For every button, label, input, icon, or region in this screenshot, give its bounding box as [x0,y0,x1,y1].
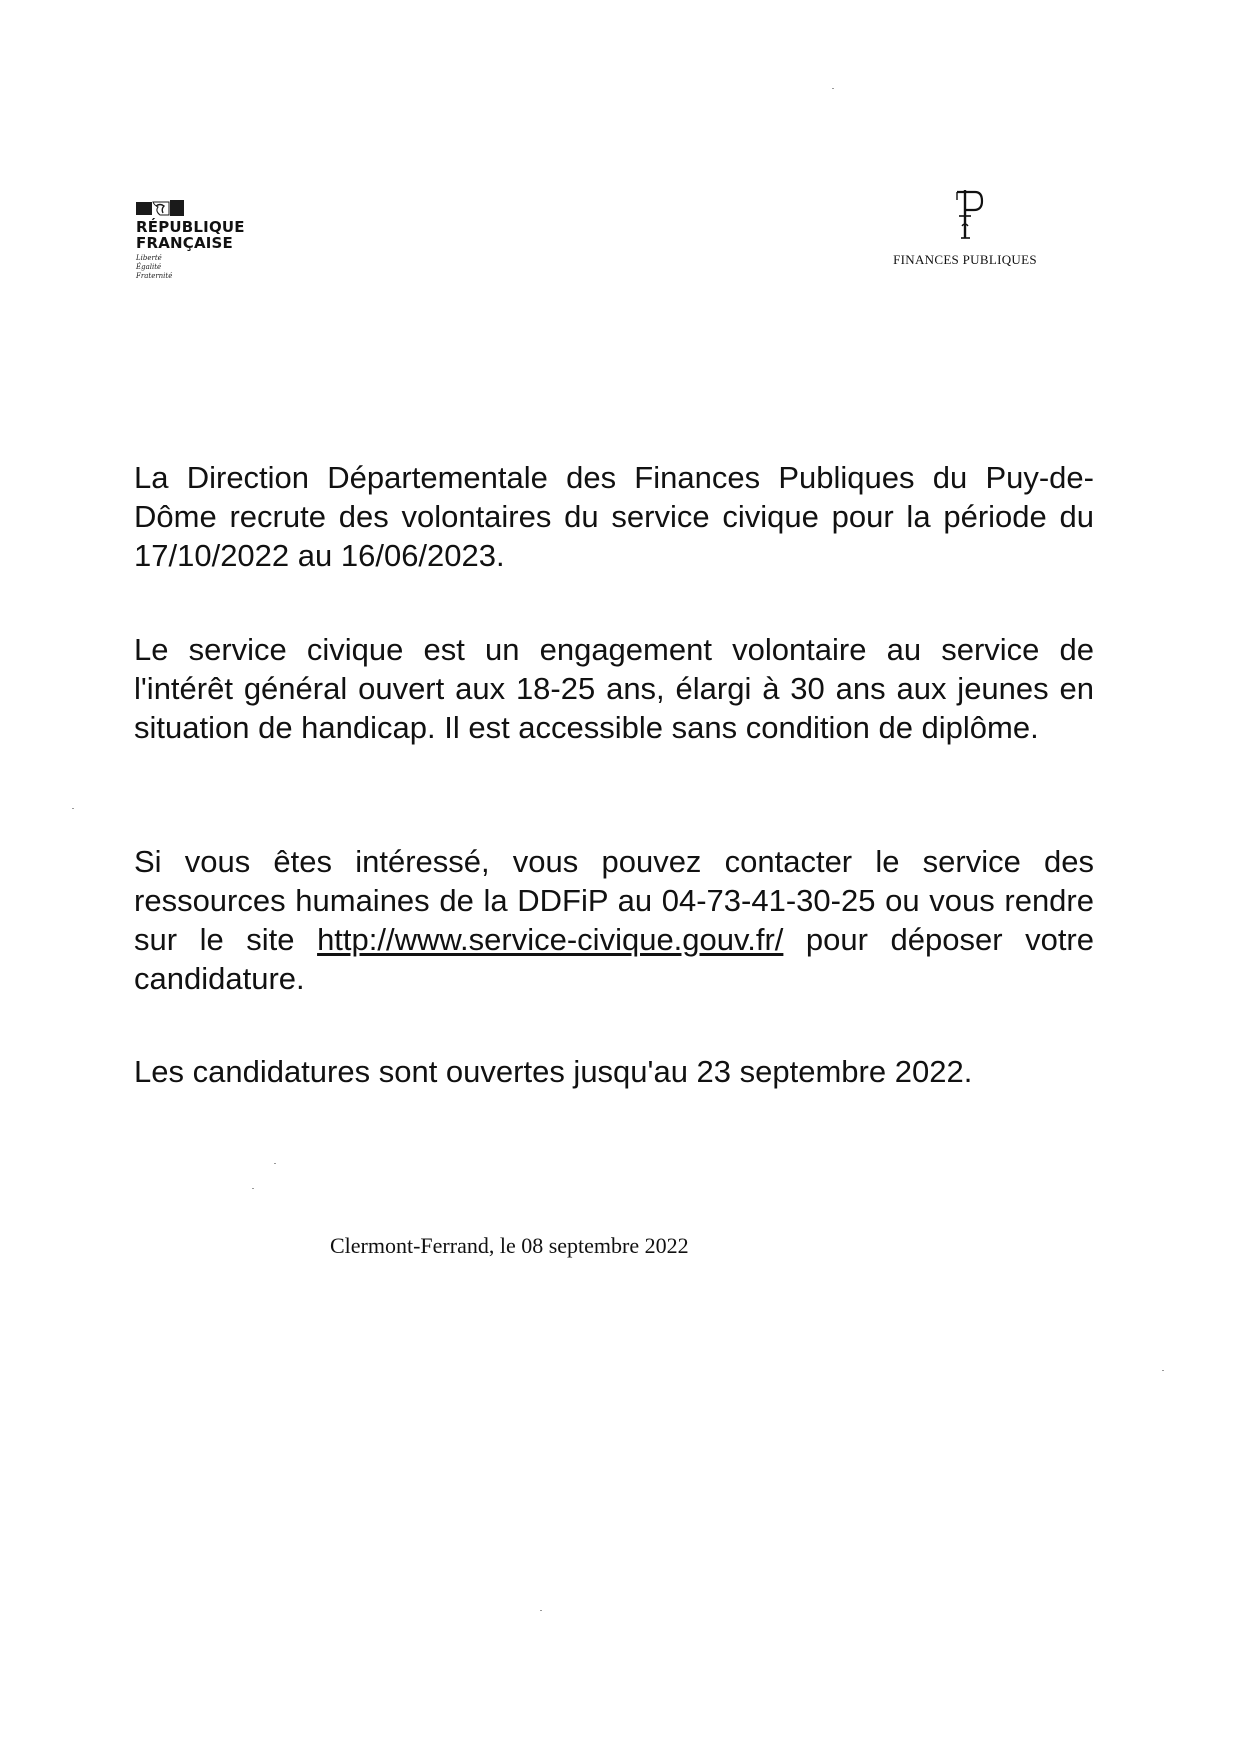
paragraph-deadline: Les candidatures sont ouvertes jusqu'au 23 septembre 2022. [134,1054,973,1089]
place-and-date: Clermont-Ferrand, le 08 septembre 2022 [330,1233,689,1258]
paragraph-service-civique-description: Le service civique est un engagement volontaire au service de l'intérêt général ouvert aux 18-25 ans, élargi à 30 ans aux jeunes en situation de handicap. Il est accessible sans condition de diplôme. [134,632,1094,745]
paragraph-recruitment: La Direction Départementale des Finances Publiques du Puy-de-Dôme recrute des volontaires du service civique pour la période du 17/10/2022 au 16/06/2023. [134,460,1094,573]
marianne-flag-icon [136,200,186,216]
contact-text-before: Si vous êtes intéressé, vous pouvez contacter le service des ressources humaines de la DDFiP au 04-73-41-30-25 ou vous rendre sur le site [134,844,1094,957]
republic-motto: Liberté Égalité Fraternité [136,254,173,280]
scan-speck [540,1610,542,1611]
service-civique-link[interactable]: http://www.service-civique.gouv.fr/ [317,922,784,957]
republique-francaise-logo [136,200,296,281]
paragraph-contact [134,842,1094,998]
finances-publiques-logo [870,186,1060,268]
finances-publiques-emblem-icon [945,186,985,250]
scan-speck [72,808,74,809]
scan-speck [252,1188,254,1189]
finances-publiques-wordmark: FINANCES PUBLIQUES [893,252,1037,267]
scan-speck [1162,1370,1164,1371]
scan-speck [274,1163,276,1164]
republique-francaise-wordmark: RÉPUBLIQUE FRANÇAISE [136,218,245,252]
contact-text-after: pour déposer votre candidature. [134,922,1094,996]
scan-speck [832,88,834,89]
